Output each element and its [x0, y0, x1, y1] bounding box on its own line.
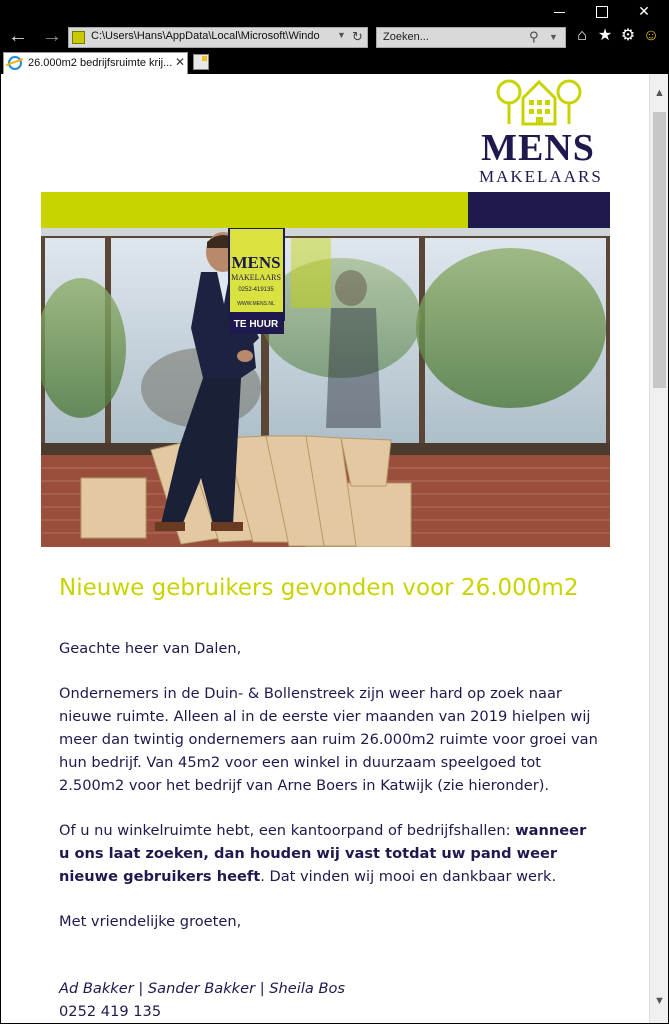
hero-photo[interactable] [41, 228, 610, 547]
tab-title[interactable]: 26.000m2 bedrijfsruimte krij... [28, 57, 173, 69]
sign-word: MENS [231, 253, 281, 272]
ie-icon [8, 56, 22, 70]
address-dropdown-icon[interactable]: ▼ [337, 30, 346, 40]
tab-active[interactable] [3, 52, 188, 74]
forward-arrow-icon[interactable]: → [42, 25, 62, 47]
search-dropdown-icon[interactable]: ▼ [549, 32, 558, 42]
address-bar[interactable] [68, 27, 368, 48]
sign-label: TE HUUR [233, 319, 279, 330]
logo-wordmark: MENS [481, 127, 595, 169]
brand-bar-navy [468, 192, 610, 228]
para2-bold: wanneer u ons laat zoeken, dan houden wij vast totdat uw pand weer nieuwe gebruikers heeft [59, 822, 587, 885]
tab-strip [0, 50, 669, 74]
search-placeholder[interactable]: Zoeken... [383, 31, 429, 43]
window-titlebar [0, 0, 669, 22]
email-signature-names: Ad Bakker | Sander Bakker | Sheila Bos [59, 980, 346, 997]
search-icon[interactable]: ⚲ [529, 29, 539, 44]
email-paragraph-2 [59, 819, 599, 888]
email-greeting: Geachte heer van Dalen, [59, 640, 242, 657]
refresh-icon[interactable]: ↻ [352, 29, 363, 44]
hero-photo-illustration [41, 228, 610, 547]
logo-subtitle: MAKELAARS [479, 167, 603, 186]
scrollbar-thumb[interactable] [653, 112, 666, 388]
sign-sub: MAKELAARS [231, 273, 281, 282]
email-signature-phone[interactable]: 0252 419 135 [59, 1003, 162, 1020]
gear-icon[interactable]: ⚙ [620, 27, 636, 44]
page-favicon-icon [72, 31, 85, 44]
minimize-button[interactable] [540, 0, 580, 22]
para2-end: . Dat vinden wij mooi en dankbaar werk. [260, 868, 557, 885]
search-box[interactable] [376, 27, 566, 48]
vertical-scrollbar[interactable] [649, 74, 668, 1023]
mens-makelaars-logo[interactable] [479, 78, 603, 188]
page-content [1, 74, 649, 1023]
sign-web: WWW.MENS.NL [237, 301, 275, 307]
smiley-icon[interactable]: ☺ [642, 27, 660, 44]
scroll-up-icon[interactable]: ▲ [654, 87, 665, 99]
maximize-button[interactable] [582, 0, 622, 22]
houses-trees-icon [479, 78, 599, 128]
back-arrow-icon[interactable]: ← [8, 25, 28, 47]
sign-phone: 0252-419135 [238, 287, 274, 293]
email-regards: Met vriendelijke groeten, [59, 913, 242, 930]
close-icon[interactable]: ✕ [175, 55, 186, 69]
browser-navigation-bar [0, 22, 669, 50]
para2-start: Of u nu winkelruimte hebt, een kantoorpand of bedrijfshallen: [59, 822, 516, 839]
address-url[interactable]: C:\Users\Hans\AppData\Local\Microsoft\Windo [91, 30, 320, 42]
star-icon[interactable]: ★ [597, 27, 613, 44]
scroll-down-icon[interactable]: ▼ [654, 995, 665, 1007]
home-icon[interactable]: ⌂ [577, 27, 587, 44]
new-tab-button[interactable] [193, 54, 209, 70]
close-window-button[interactable]: ✕ [638, 3, 650, 19]
email-paragraph-1: Ondernemers in de Duin- & Bollenstreek zijn weer hard op zoek naar nieuwe ruimte. Alleen al in de eerste vier maanden van 2019 hielpen wij meer dan twintig ondernemers aan ruim 26.000m2 ruimte voor groei van hun bedrijf. Van 45m2 voor een winkel in duurzaam speelgoed tot 2.500m2 voor het bedrijf van Arne Boers in Katwijk (zie hieronder). [59, 685, 598, 794]
email-headline: Nieuwe gebruikers gevonden voor 26.000m2 [59, 575, 579, 601]
brand-bar-green [41, 192, 468, 228]
